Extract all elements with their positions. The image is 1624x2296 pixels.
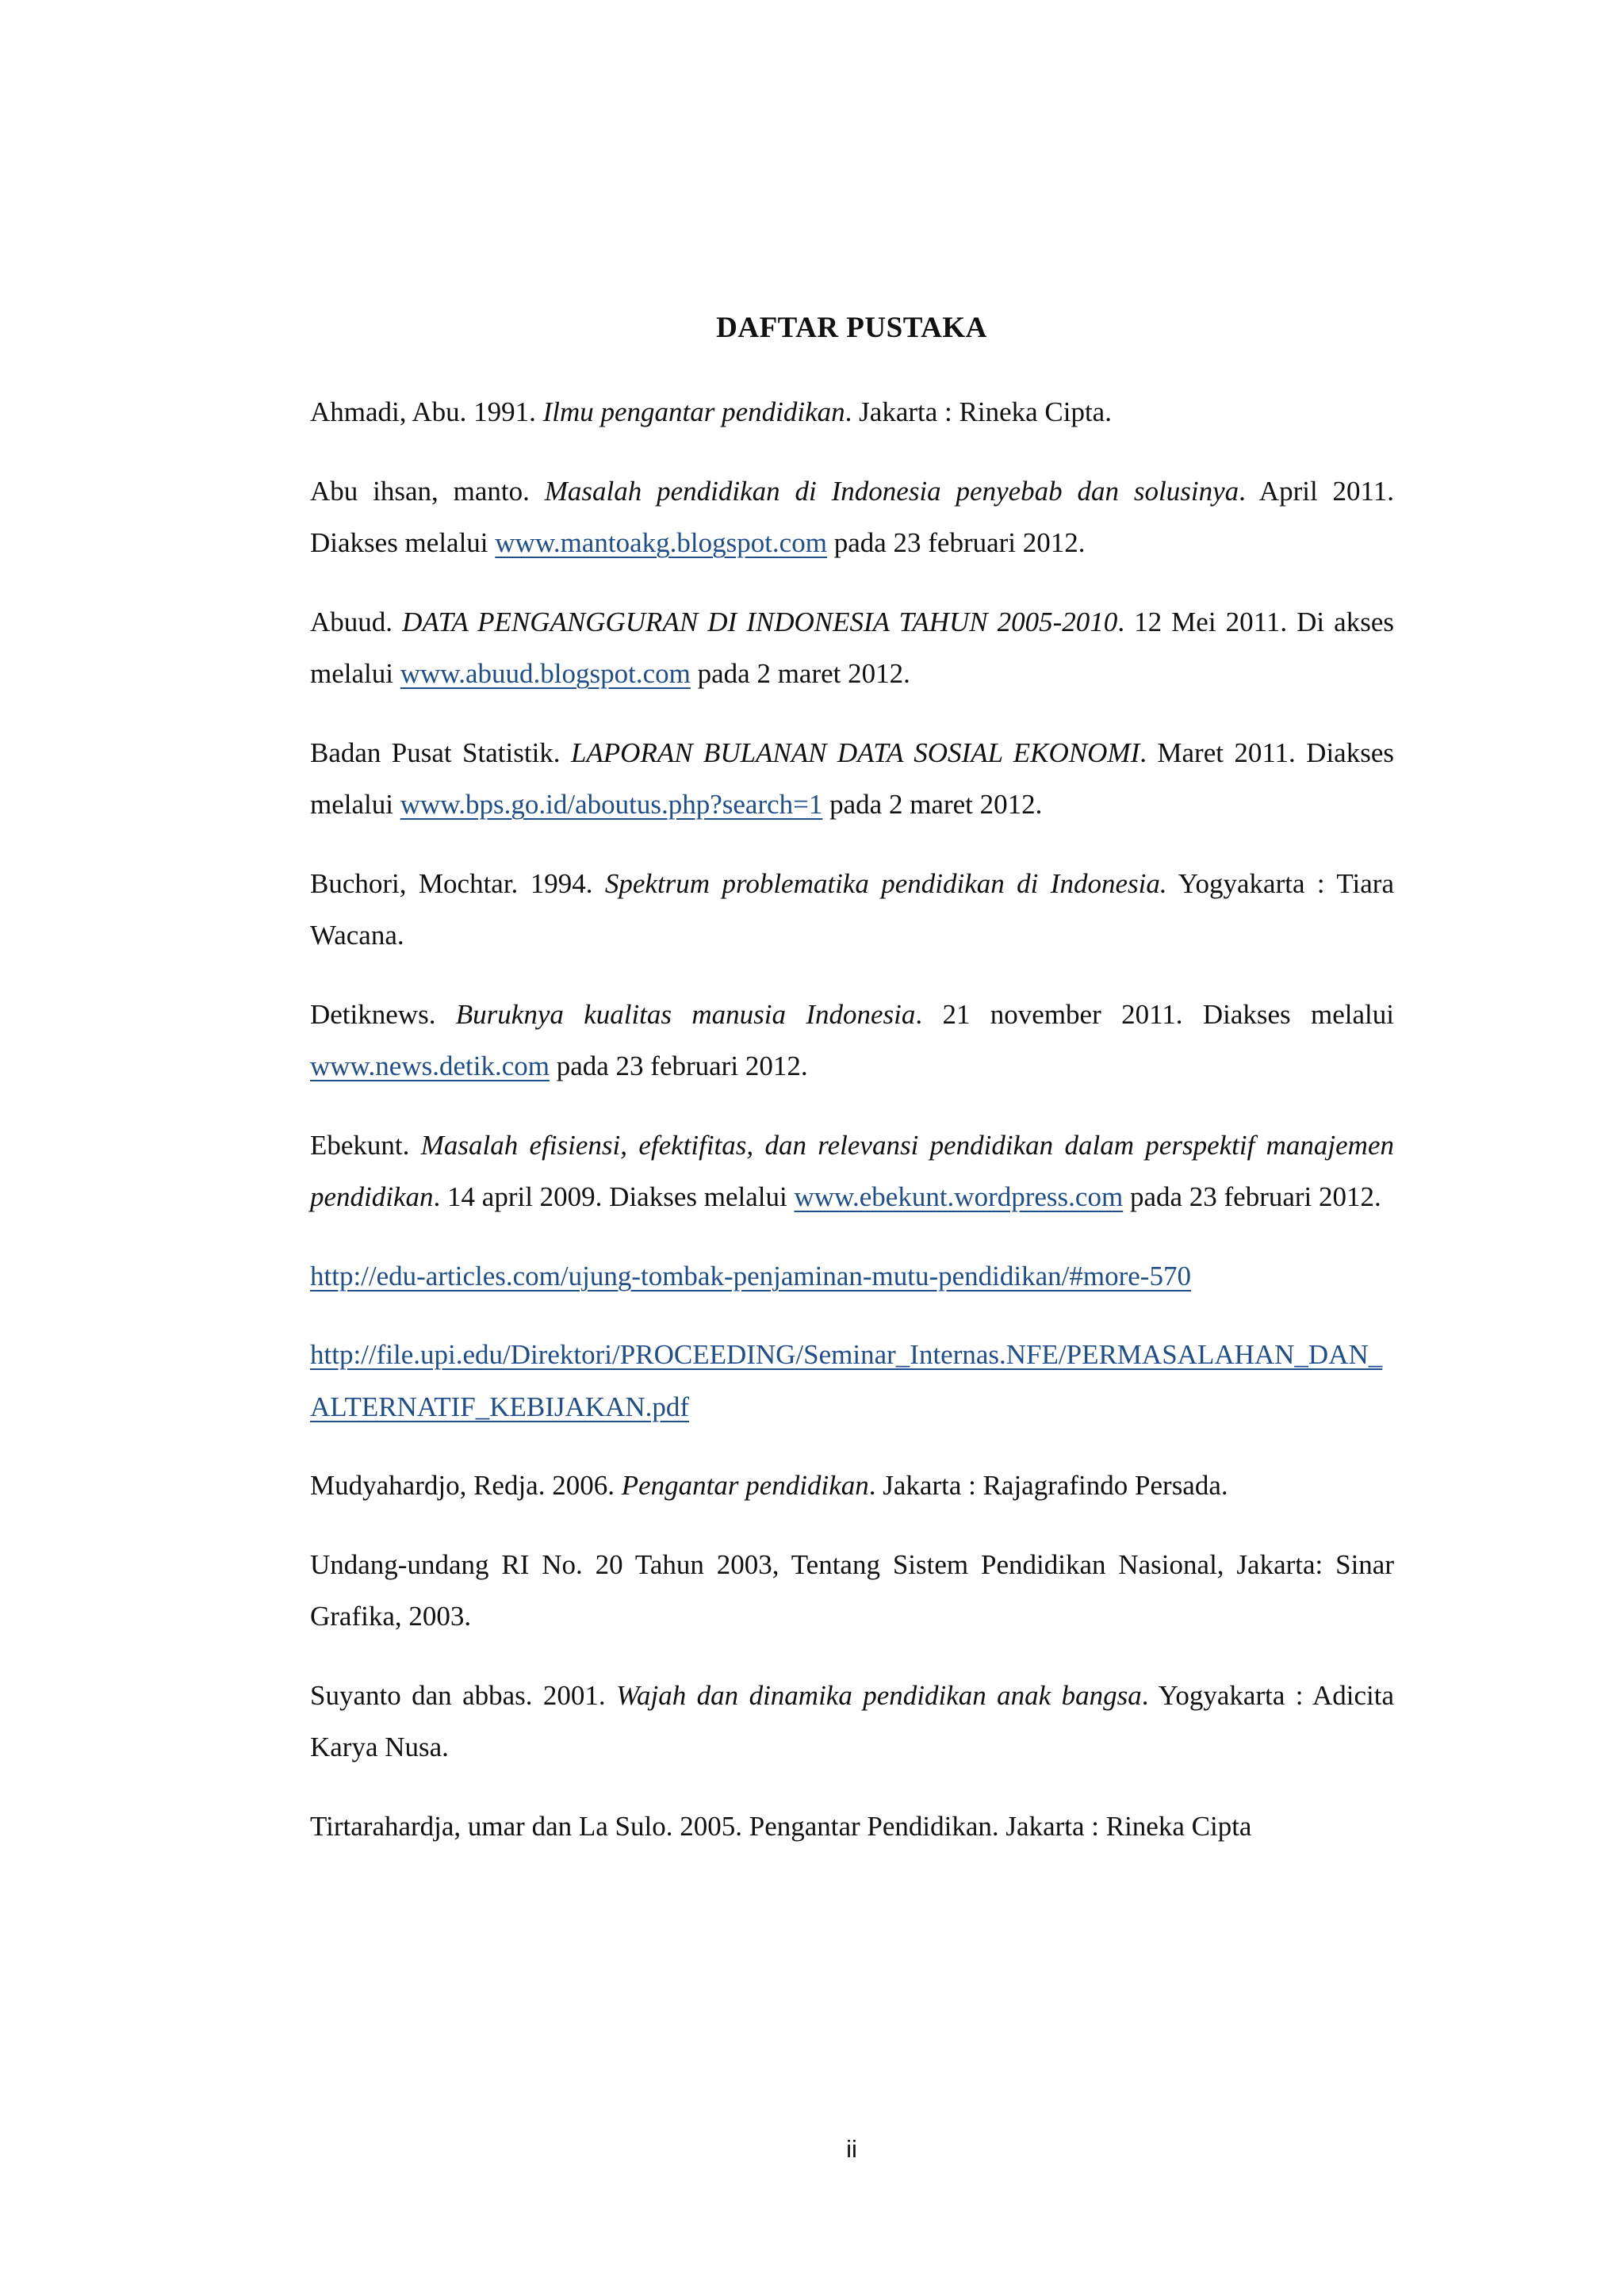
ref-text: pada 23 februari 2012. [826,527,1086,558]
reference-item-detiknews [310,989,1394,1093]
reference-item-bps [310,727,1394,831]
reference-item-buchori [310,858,1394,962]
ref-text: Undang-undang RI No. 20 Tahun 2003, Tentang Sistem Pendidikan Nasional, Jakarta: Sinar Grafika, 2003. [310,1548,1394,1632]
reference-item-ebekunt [310,1119,1394,1223]
ref-text: . Yogyakarta : Adicita Karya Nusa. [310,1679,1394,1762]
ref-text: . April 2011. Diakses melalui [310,475,1395,558]
reference-item-abu-ihsan [310,465,1394,569]
ref-link[interactable]: http://edu-articles.com/ujung-tombak-penjaminan-mutu-pendidikan/#more-570 [310,1260,1191,1292]
ref-text: . 21 november 2011. Diakses melalui [915,998,1394,1030]
reference-item-abuud [310,596,1394,700]
ref-title: LAPORAN BULANAN DATA SOSIAL EKONOMI [570,737,1140,768]
ref-link[interactable]: www.abuud.blogspot.com [400,658,691,689]
ref-title: Buruknya kualitas manusia Indonesia [455,998,916,1030]
ref-text: Ebekunt. [310,1129,421,1161]
ref-text: Ahmadi, Abu. 1991. [310,396,543,427]
ref-text: Detiknews. [310,998,456,1030]
ref-text: Abuud. [310,606,403,637]
ref-text: pada 23 februari 2012. [549,1050,808,1081]
reference-item-mudyahardjo [310,1460,1394,1512]
ref-text: Buchori, Mochtar. 1994. [310,867,605,899]
ref-text: . Maret 2011. Diakses melalui [310,737,1394,820]
reference-item-tirtarahardja [310,1800,1394,1853]
ref-text: Badan Pusat Statistik. [310,737,571,768]
ref-title: Pengantar pendidikan [621,1470,869,1501]
ref-text: Mudyahardjo, Redja. 2006. [310,1470,622,1501]
ref-text: . Jakarta : Rajagrafindo Persada. [868,1470,1228,1501]
ref-title: Masalah pendidikan di Indonesia penyebab dan solusinya [544,475,1239,507]
ref-text: Abu ihsan, manto. [310,475,545,507]
ref-link[interactable]: www.news.detik.com [310,1050,550,1081]
ref-title: Masalah efisiensi, efektifitas, dan relevansi pendidikan dalam perspektif manajemen pendidikan [310,1129,1394,1212]
ref-title: DATA PENGANGGURAN DI INDONESIA TAHUN 2005-2010 [402,606,1118,637]
ref-link[interactable]: http://file.upi.edu/Direktori/PROCEEDING/Seminar_Internas.NFE/PERMASALAHAN_DAN_ALTERNATIF_KEBIJAKAN.pdf [310,1339,1383,1422]
reference-item-suyanto [310,1670,1394,1774]
ref-text: pada 23 februari 2012. [1123,1181,1381,1212]
ref-title: Ilmu pengantar pendidikan [542,396,845,427]
ref-text: Tirtarahardja, umar dan La Sulo. 2005. Pengantar Pendidikan. Jakarta : Rineka Cipta [310,1810,1252,1842]
ref-text: pada 2 maret 2012. [822,789,1043,820]
ref-title: Wajah dan dinamika pendidikan anak bangsa [616,1679,1142,1711]
page-title: DAFTAR PUSTAKA [716,312,987,344]
ref-text: Suyanto dan abbas. 2001. [310,1679,617,1711]
reference-item-ahmadi [310,386,1394,438]
ref-text: . 14 april 2009. Diakses melalui [433,1181,795,1212]
ref-title: Spektrum problematika pendidikan di Indonesia. [604,867,1167,899]
ref-text: . 12 Mei 2011. Di akses melalui [310,606,1394,689]
page-number: ii [846,2135,857,2163]
reference-list [310,386,1394,1879]
ref-text: Yogyakarta : Tiara Wacana. [310,867,1394,951]
ref-text: pada 2 maret 2012. [690,658,910,689]
ref-text: . Jakarta : Rineka Cipta. [845,396,1112,427]
reference-item-edu-articles [310,1250,1394,1303]
ref-link[interactable]: www.mantoakg.blogspot.com [495,527,827,558]
ref-link[interactable]: www.bps.go.id/aboutus.php?search=1 [400,789,823,820]
reference-item-undang-undang [310,1539,1394,1643]
ref-link[interactable]: www.ebekunt.wordpress.com [794,1181,1124,1212]
reference-item-file-upi [310,1329,1394,1433]
